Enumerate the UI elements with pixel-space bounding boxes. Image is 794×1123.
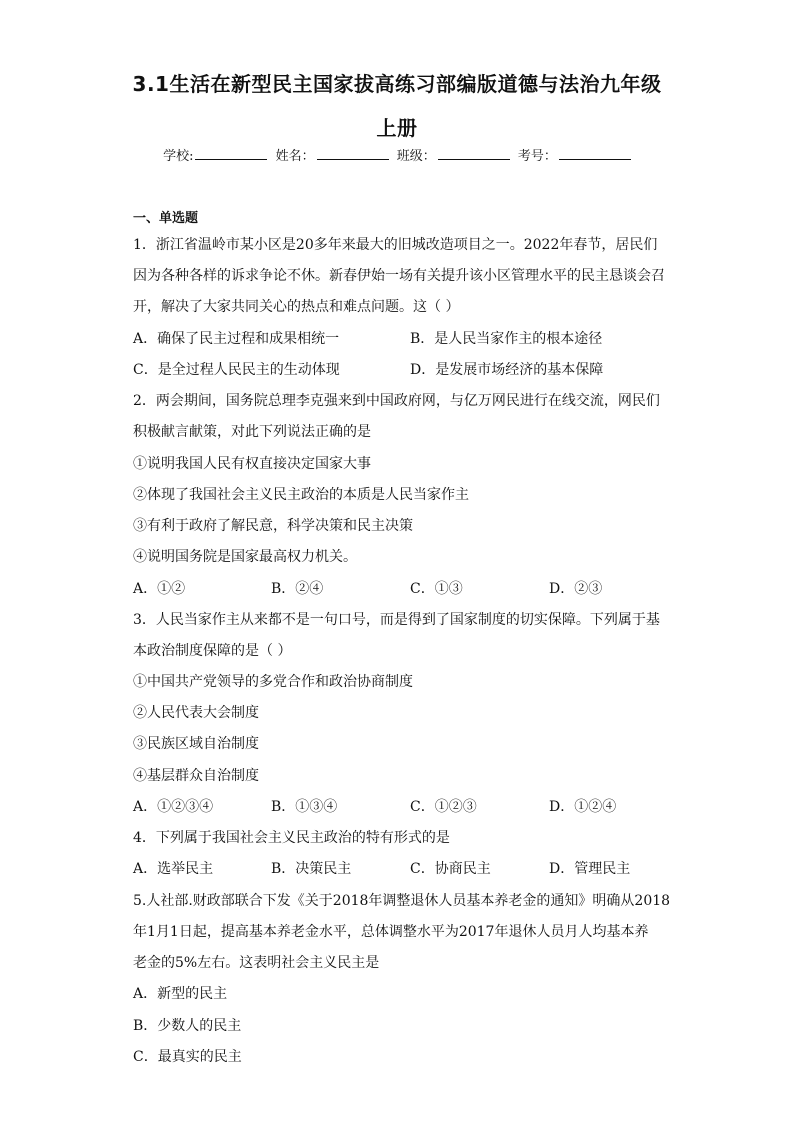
q1-option-a[interactable]: A．确保了民主过程和成果相统一: [133, 331, 340, 347]
q5-option-b[interactable]: B．少数人的民主: [133, 1018, 242, 1034]
section-heading: 一、单选题: [133, 211, 199, 226]
class-label: 班级：: [396, 149, 436, 164]
q5-line-1: 5.人社部.财政部联合下发《关于2018年调整退休人员基本养老金的通知》明确从2018: [133, 893, 671, 909]
q3-statement-4: ④基层群众自治制度: [133, 768, 259, 784]
q2-statement-1: ①说明我国人民有权直接决定国家大事: [133, 456, 371, 472]
document-title-line-2: 上册: [376, 116, 418, 140]
q3-option-d[interactable]: D．①②④: [549, 799, 617, 815]
q1-option-c[interactable]: C．是全过程人民民主的生动体现: [133, 362, 340, 378]
q2-option-d[interactable]: D．②③: [549, 581, 603, 597]
q4-option-d[interactable]: D．管理民主: [549, 861, 631, 877]
q1-line-1: 1．浙江省温岭市某小区是20多年来最大的旧城改造项目之一。2022年春节，居民们: [133, 237, 658, 253]
q3-statement-3: ③民族区域自治制度: [133, 736, 259, 752]
q3-line-2: 本政治制度保障的是（ ）: [133, 643, 292, 659]
q2-statement-4: ④说明国务院是国家最高权力机关。: [133, 549, 357, 565]
number-blank[interactable]: [559, 147, 631, 160]
q3-statement-2: ②人民代表大会制度: [133, 705, 259, 721]
q4-option-a[interactable]: A．选举民主: [133, 861, 214, 877]
q2-statement-3: ③有利于政府了解民意，科学决策和民主决策: [133, 518, 413, 534]
q5-line-3: 老金的5%左右。这表明社会主义民主是: [133, 955, 380, 971]
q3-option-a[interactable]: A．①②③④: [133, 799, 214, 815]
class-blank[interactable]: [438, 147, 510, 160]
q3-line-1: 3．人民当家作主从来都不是一句口号，而是得到了国家制度的切实保障。下列属于基: [133, 612, 660, 628]
number-label: 考号：: [517, 149, 557, 164]
q1-option-d[interactable]: D．是发展市场经济的基本保障: [410, 362, 604, 378]
name-blank[interactable]: [317, 147, 389, 160]
q4-option-b[interactable]: B．决策民主: [271, 861, 352, 877]
school-label: 学校:: [163, 149, 194, 164]
q2-option-b[interactable]: B．②④: [271, 581, 324, 597]
q2-statement-2: ②体现了我国社会主义民主政治的本质是人民当家作主: [133, 487, 469, 503]
q1-line-3: 开，解决了大家共同关心的热点和难点问题。这（ ）: [133, 299, 460, 315]
q4-line-1: 4．下列属于我国社会主义民主政治的特有形式的是: [133, 830, 450, 846]
document-title-line-1: 3.1生活在新型民主国家拔高练习部编版道德与法治九年级: [132, 72, 662, 96]
q5-option-a[interactable]: A．新型的民主: [133, 986, 228, 1002]
q1-option-b[interactable]: B．是人民当家作主的根本途径: [410, 331, 603, 347]
q2-line-1: 2．两会期间，国务院总理李克强来到中国政府网，与亿万网民进行在线交流，网民们: [133, 393, 660, 409]
q5-option-c[interactable]: C．最真实的民主: [133, 1049, 242, 1065]
q2-option-c[interactable]: C．①③: [410, 581, 463, 597]
q4-option-c[interactable]: C．协商民主: [410, 861, 491, 877]
school-blank[interactable]: [195, 147, 267, 160]
q3-option-b[interactable]: B．①③④: [271, 799, 338, 815]
q5-line-2: 年1月1日起，提高基本养老金水平，总体调整水平为2017年退休人员月人均基本养: [133, 924, 649, 940]
student-info-row: [0, 145, 794, 164]
q3-statement-1: ①中国共产党领导的多党合作和政治协商制度: [133, 674, 413, 690]
q2-line-2: 积极献言献策，对此下列说法正确的是: [133, 424, 371, 440]
name-label: 姓名：: [275, 149, 315, 164]
q2-option-a[interactable]: A．①②: [133, 581, 186, 597]
q1-line-2: 因为各种各样的诉求争论不休。新春伊始一场有关提升该小区管理水平的民主恳谈会召: [133, 268, 665, 284]
q3-option-c[interactable]: C．①②③: [410, 799, 477, 815]
